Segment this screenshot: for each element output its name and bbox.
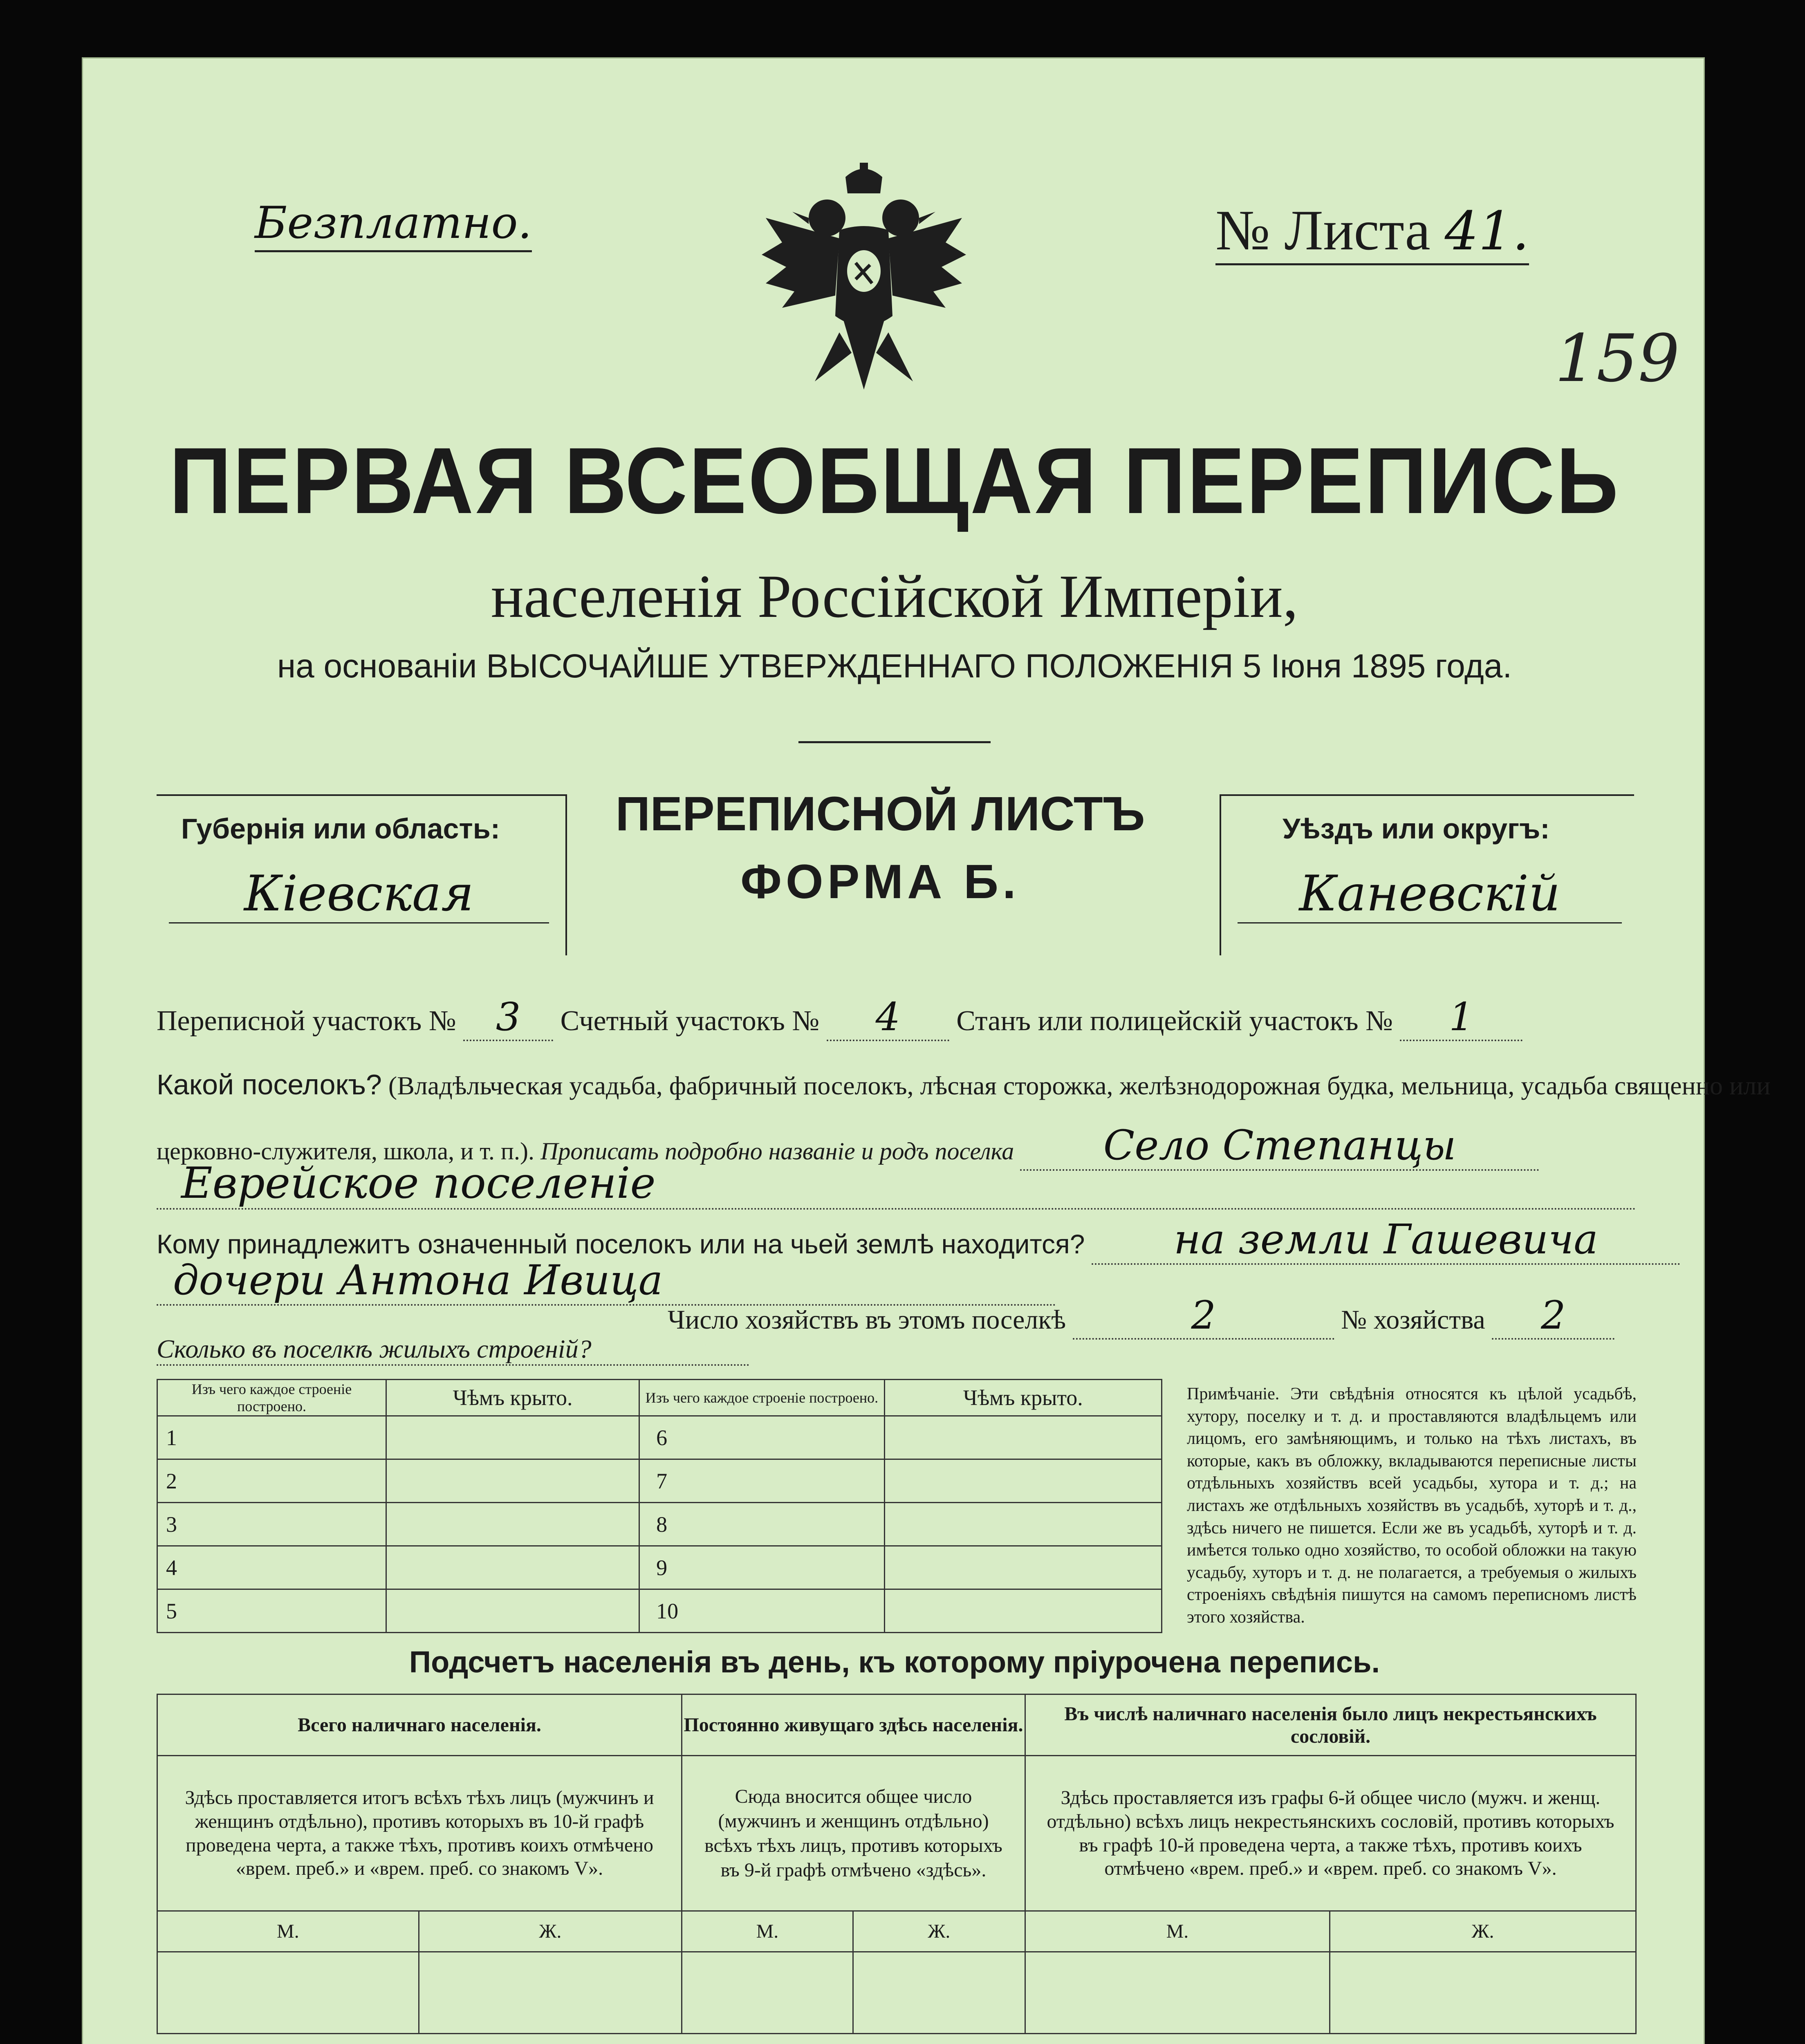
settlement-hint-italic: Прописать подробно названіе и родъ поселка [540, 1138, 1014, 1165]
census-sheet [82, 57, 1771, 2044]
settlement-value-1[interactable]: Село Степанцы [1020, 1121, 1539, 1171]
owner-value-2[interactable]: дочери Антона Ивица [157, 1256, 1056, 1306]
nonpeasant-male-label: М. [1025, 1911, 1330, 1952]
permanent-male-cell[interactable] [682, 1952, 853, 2034]
buildings-table [157, 1379, 1162, 1633]
buildings-col-material-2: Изъ чего каждое строеніе построено. [639, 1380, 885, 1416]
form-header [574, 786, 1187, 910]
present-male-cell[interactable] [157, 1952, 419, 2034]
population-permanent-desc: Сюда вносится общее число (мужчинъ и женщинъ отдѣльно) всѣхъ тѣхъ лицъ, противъ которыхъ въ 9-й графѣ отмѣчено «здѣсь». [682, 1756, 1025, 1911]
counting-district-label: Счетный участокъ № [560, 1005, 820, 1037]
present-male-label: М. [157, 1911, 419, 1952]
census-district-label: Переписной участокъ № [157, 1005, 456, 1037]
population-nonpeasant-desc: Здѣсь проставляется изъ графы 6-й общее число (мужч. и женщ. отдѣльно) всѣхъ лицъ некрестьянскихъ сословій, противъ которыхъ въ графѣ 10-й проведена черта, а также тѣхъ, противъ коихъ отмѣчено «врем. преб.» и «врем. преб. со знакомъ V». [1025, 1756, 1636, 1911]
uezd-box [1220, 794, 1634, 955]
buildings-col-roof: Чѣмъ крыто. [386, 1380, 639, 1416]
building-roof-cell[interactable] [884, 1546, 1161, 1589]
uezd-label: Уѣздъ или округъ: [1283, 813, 1550, 845]
building-roof-cell[interactable] [884, 1459, 1161, 1503]
nonpeasant-female-label: Ж. [1330, 1911, 1636, 1952]
building-roof-cell[interactable] [386, 1459, 639, 1503]
permanent-male-label: М. [682, 1911, 853, 1952]
sheet-number-label: № Листа [1215, 199, 1431, 262]
building-roof-cell[interactable] [884, 1503, 1161, 1546]
households-line [668, 1293, 1637, 1340]
police-district-value[interactable]: 1 [1400, 995, 1522, 1041]
page-subtitle: населенія Россійской Имперіи, [491, 563, 1298, 630]
present-female-cell[interactable] [419, 1952, 682, 2034]
building-row-num: 2 [157, 1459, 386, 1503]
building-row-num: 10 [639, 1589, 885, 1633]
police-district-label: Станъ или полицейскій участокъ № [956, 1005, 1393, 1037]
buildings-question: Сколько въ поселкѣ жилыхъ строеній? [157, 1334, 749, 1366]
nonpeasant-female-cell[interactable] [1330, 1952, 1636, 2034]
building-row-num: 1 [157, 1416, 386, 1459]
guberniya-box [157, 794, 567, 955]
building-roof-cell[interactable] [884, 1416, 1161, 1459]
form-title: ПЕРЕПИСНОЙ ЛИСТЪ [615, 787, 1145, 841]
table-row [157, 1589, 1162, 1633]
guberniya-label: Губернія или область: [181, 813, 500, 845]
present-female-label: Ж. [419, 1911, 682, 1952]
owner-value-1[interactable]: на земли Гашевича [1092, 1215, 1680, 1265]
counting-district-value[interactable]: 4 [827, 995, 949, 1041]
table-row [157, 1546, 1162, 1589]
building-row-num: 5 [157, 1589, 386, 1633]
building-roof-cell[interactable] [884, 1589, 1161, 1633]
building-roof-cell[interactable] [386, 1546, 639, 1589]
sheet-number-value: 41. [1444, 200, 1529, 262]
settlement-hint: (Владѣльческая усадьба, фабричный поселокъ, лѣсная сторожка, желѣзнодорожная будка, мельница, усадьба священно или [388, 1071, 1771, 1100]
settlement-value-2[interactable]: Еврейское поселеніе [157, 1158, 1637, 1210]
uezd-value[interactable]: Каневскій [1238, 865, 1622, 923]
households-label: Число хозяйствъ въ этомъ поселкѣ [668, 1305, 1066, 1335]
settlement-question-line [157, 1068, 1771, 1101]
table-row [157, 1952, 1636, 2034]
buildings-note: Примѣчаніе. Эти свѣдѣнія относятся къ цѣлой усадьбѣ, хутору, поселку и т. д. и проставляются владѣльцемъ или лицомъ, его замѣняющимъ, и только на тѣхъ листахъ, въ которые, какъ въ обложку, вкладываются переписные листы отдѣльныхъ хозяйствъ всей усадьбы, хутора и т. д.; на листахъ же отдѣльныхъ хозяйствъ въ усадьбѣ, хуторѣ и т. д., здѣсь ничего не пишется. Если же въ усадьбѣ, хуторѣ и т. д. имѣется только одно хозяйство, то особой обложки на такую усадьбу, хуторъ и т. д. не полагается, а требуемыя о жилыхъ строеніяхъ свѣдѣнія пишутся на самомъ переписномъ листѣ этого хозяйства. [1187, 1385, 1637, 1627]
building-roof-cell[interactable] [386, 1503, 639, 1546]
free-label: Безплатно. [255, 197, 532, 252]
double-headed-eagle-icon [758, 161, 970, 414]
building-row-num: 7 [639, 1459, 885, 1503]
page-title: ПЕРВАЯ ВСЕОБЩАЯ ПЕРЕПИСЬ [169, 428, 1620, 533]
archive-number: 159 [1555, 320, 1680, 397]
permanent-female-cell[interactable] [853, 1952, 1025, 2034]
household-no-value[interactable]: 2 [1492, 1293, 1614, 1340]
building-row-num: 4 [157, 1546, 386, 1589]
form-name: ФОРМА Б. [740, 855, 1020, 909]
census-district-value[interactable]: 3 [463, 995, 553, 1041]
population-col-present: Всего наличнаго населенія. [157, 1694, 682, 1756]
permanent-female-label: Ж. [853, 1911, 1025, 1952]
nonpeasant-male-cell[interactable] [1025, 1952, 1330, 2034]
population-col-nonpeasant: Въ числѣ наличнаго населенія было лицъ некрестьянскихъ сословій. [1025, 1694, 1636, 1756]
table-row [157, 1416, 1162, 1459]
building-row-num: 9 [639, 1546, 885, 1589]
table-row [157, 1503, 1162, 1546]
sheet-number [1215, 197, 1529, 265]
table-row [157, 1459, 1162, 1503]
building-roof-cell[interactable] [386, 1416, 639, 1459]
settlement-hint-2: церковно-служителя, школа, и т. п.). [157, 1138, 534, 1165]
buildings-col-material: Изъ чего каждое строеніе построено. [157, 1380, 386, 1416]
districts-line [157, 995, 1637, 1041]
building-row-num: 6 [639, 1416, 885, 1459]
buildings-col-roof-2: Чѣмъ крыто. [884, 1380, 1161, 1416]
population-present-desc: Здѣсь проставляется итогъ всѣхъ тѣхъ лицъ (мужчинъ и женщинъ отдѣльно), противъ которыхъ въ 10-й графѣ проведена черта, а также тѣхъ, противъ коихъ отмѣчено «врем. преб.» и «врем. преб. со знакомъ V». [157, 1756, 682, 1911]
building-roof-cell[interactable] [386, 1589, 639, 1633]
owner-question: Кому принадлежитъ означенный поселокъ или на чьей землѣ находится? [157, 1229, 1085, 1259]
household-no-label: № хозяйства [1341, 1305, 1485, 1335]
households-value[interactable]: 2 [1073, 1293, 1334, 1340]
population-col-permanent: Постоянно живущаго здѣсь населенія. [682, 1694, 1025, 1756]
building-row-num: 3 [157, 1503, 386, 1546]
basis-line: на основаніи ВЫСОЧАЙШЕ УТВЕРЖДЕННАГО ПОЛОЖЕНІЯ 5 Іюня 1895 года. [277, 648, 1512, 685]
settlement-question: Какой поселокъ? [157, 1069, 382, 1100]
title-divider [798, 741, 991, 743]
population-title: Подсчетъ населенія въ день, къ которому пріурочена перепись. [409, 1645, 1380, 1679]
guberniya-value[interactable]: Кіевская [169, 865, 549, 923]
population-table [157, 1694, 1637, 2034]
building-row-num: 8 [639, 1503, 885, 1546]
